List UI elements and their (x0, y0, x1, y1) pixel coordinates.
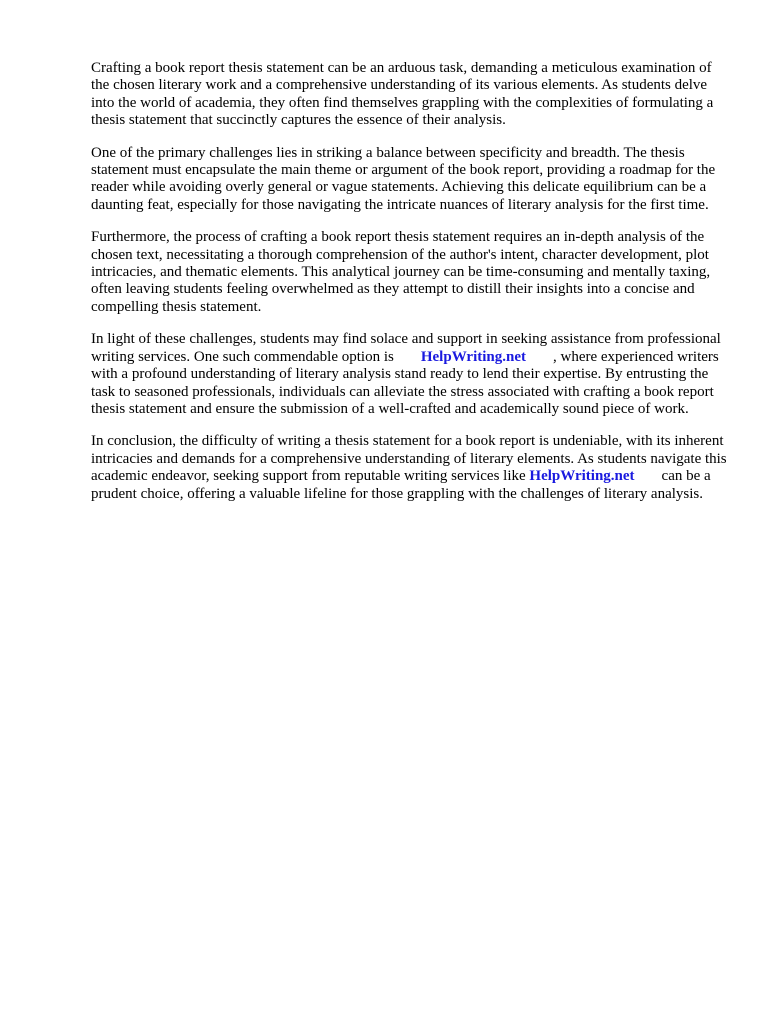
paragraph-5 (91, 433, 731, 503)
paragraph-1: Crafting a book report thesis statement can be an arduous task, demanding a meticulous examination of the chosen literary work and a comprehensive understanding of its various elements. As students delve into the world of academia, they often find themselves grappling with the complexities of formulating a thesis statement that succinctly captures the essence of their analysis. (91, 60, 714, 129)
document-page (91, 60, 731, 518)
paragraph-4-text-after: , where experienced writers with a profound understanding of literary analysis stand ready to lend their expertise. By entrusting the task to seasoned professionals, individuals can alleviate the stress associated with crafting a book report thesis statement and ensure the submission of a well-crafted and academically sound piece of work. (91, 348, 719, 417)
helpwriting-link[interactable]: HelpWriting.net (420, 348, 526, 365)
paragraph-2: One of the primary challenges lies in striking a balance between specificity and breadth. The thesis statement must encapsulate the main theme or argument of the book report, providing a roadmap for the reader while avoiding overly general or vague statements. Achieving this delicate equilibrium can be a daunting feat, especially for those navigating the intricate nuances of literary analysis for the first time. (91, 144, 716, 213)
paragraph-4-text-before: In light of these challenges, students may find solace and support in seeking assistance from professional writing services. One such commendable option is (91, 331, 721, 365)
paragraph-4 (91, 331, 731, 418)
paragraph-5-text-after: can be a prudent choice, offering a valuable lifeline for those grappling with the challenges of literary analysis. (91, 468, 711, 502)
helpwriting-link[interactable]: HelpWriting.net (529, 468, 635, 485)
paragraph-3: Furthermore, the process of crafting a book report thesis statement requires an in-depth analysis of the chosen text, necessitating a thorough comprehension of the author's intent, character development, plot intricacies, and thematic elements. This analytical journey can be time-consuming and mentally taxing, often leaving students feeling overwhelmed as they attempt to distill their insights into a concise and compelling thesis statement. (91, 229, 711, 315)
paragraph-5-text-before: In conclusion, the difficulty of writing a thesis statement for a book report is undeniable, with its inherent intricacies and demands for a comprehensive understanding of literary elements. As students navigate this academic endeavor, seeking support from reputable writing services like (91, 433, 727, 485)
